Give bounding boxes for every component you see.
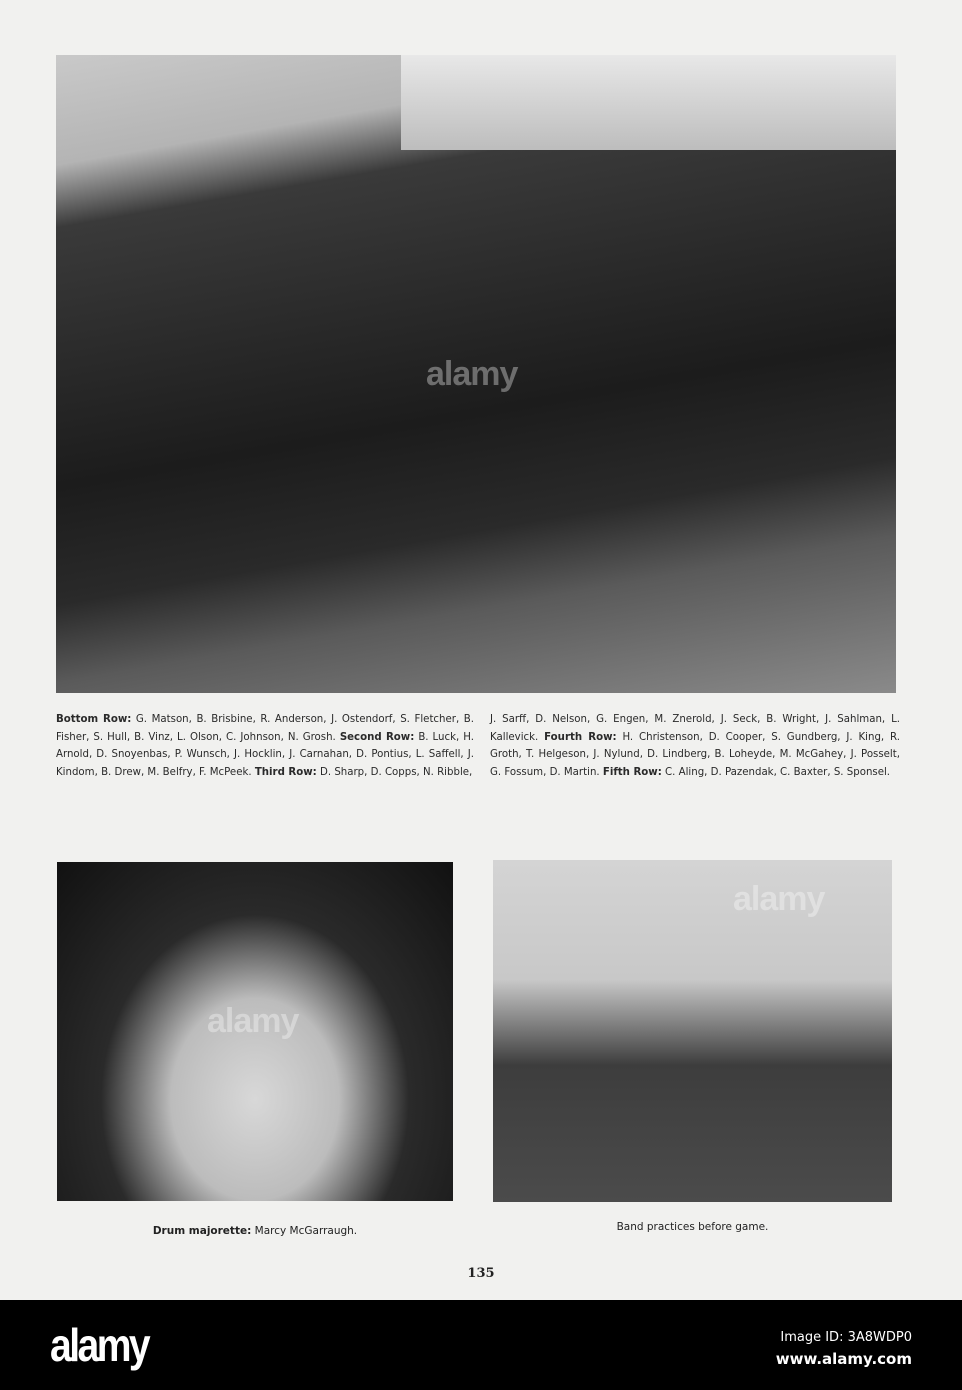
row-label: Fourth Row: (544, 731, 617, 743)
image-id: Image ID: 3A8WDP0 (780, 1330, 912, 1345)
row-names: B. Luck, H. Arnold, D. Snoyenbas, P. Wunsch, J. Hocklin, J. Carnahan, D. Pontius, L. Saffell, J. Kindom, B. Drew, M. Belfry, F. McPeek. (56, 731, 474, 778)
caption-label: Drum majorette: (152, 1225, 252, 1237)
row-names: J. Sarff, D. Nelson, G. Engen, M. Znerold, J. Seck, B. Wright, J. Sahlman, L. Kallevick. (490, 714, 900, 743)
watermark: alamy (426, 355, 518, 393)
row-label: Bottom Row: (56, 714, 132, 725)
majorette-caption (57, 1225, 453, 1237)
page-number: 135 (467, 1266, 495, 1281)
row-label: Fifth Row: (602, 766, 662, 778)
row-names: D. Sharp, D. Copps, N. Ribble, (320, 766, 473, 778)
watermark: alamy (207, 1002, 299, 1040)
row-label: Second Row: (339, 731, 415, 743)
band-group-photo (56, 55, 896, 693)
group-caption-left (56, 711, 474, 781)
group-caption-right (490, 711, 900, 781)
caption-text: Marcy McGarraugh. (254, 1225, 358, 1237)
footer-bar (0, 1300, 962, 1390)
row-label: Third Row: (254, 766, 317, 778)
footer-url: www.alamy.com (775, 1350, 912, 1368)
row-names: C. Aling, D. Pazendak, C. Baxter, S. Sponsel. (665, 766, 891, 778)
watermark: alamy (733, 880, 825, 918)
field-caption: Band practices before game. (616, 1221, 769, 1233)
row-names: G. Matson, B. Brisbine, R. Anderson, J. Ostendorf, S. Fletcher, B. Fisher, S. Hull, B. Vinz, L. Olson, C. Johnson, N. Grosh. (56, 714, 474, 743)
alamy-logo: alamy (50, 1319, 149, 1371)
windows (401, 55, 896, 150)
drum-majorette-photo (57, 862, 453, 1201)
row-names: H. Christenson, D. Cooper, S. Gundberg, J. King, R. Groth, T. Helgeson, J. Nylund, D. Lindberg, B. Loheyde, M. McGahey, J. Posselt, G. Fossum, D. Martin. (490, 731, 900, 778)
band-practice-photo (493, 860, 892, 1202)
